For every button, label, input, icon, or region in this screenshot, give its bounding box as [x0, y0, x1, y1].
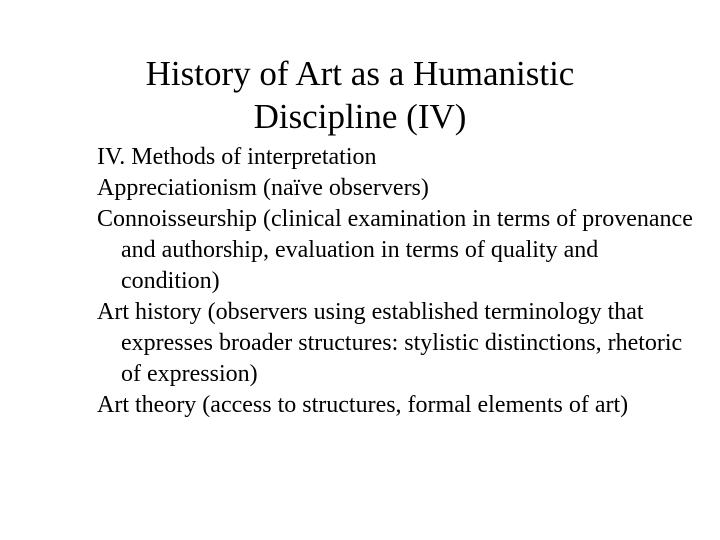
slide-title-line-2: Discipline (IV) [253, 97, 467, 136]
list-item-art-history: Art history (observers using established terminology that expresses broader structures: stylistic distinctions, rhetoric of expression) [97, 299, 683, 387]
list-item-connoisseurship: Connoisseurship (clinical examination in terms of provenance and authorship, evaluation in terms of quality and condition) [97, 206, 693, 294]
slide-title [60, 52, 660, 138]
slide-body-list [97, 142, 697, 421]
list-item-appreciationism: Appreciationism (naïve observers) [97, 175, 429, 201]
slide-title-line-1: History of Art as a Humanistic [145, 54, 575, 93]
list-item-methods: IV. Methods of interpretation [97, 144, 377, 170]
list-item-art-theory: Art theory (access to structures, formal elements of art) [97, 392, 629, 418]
